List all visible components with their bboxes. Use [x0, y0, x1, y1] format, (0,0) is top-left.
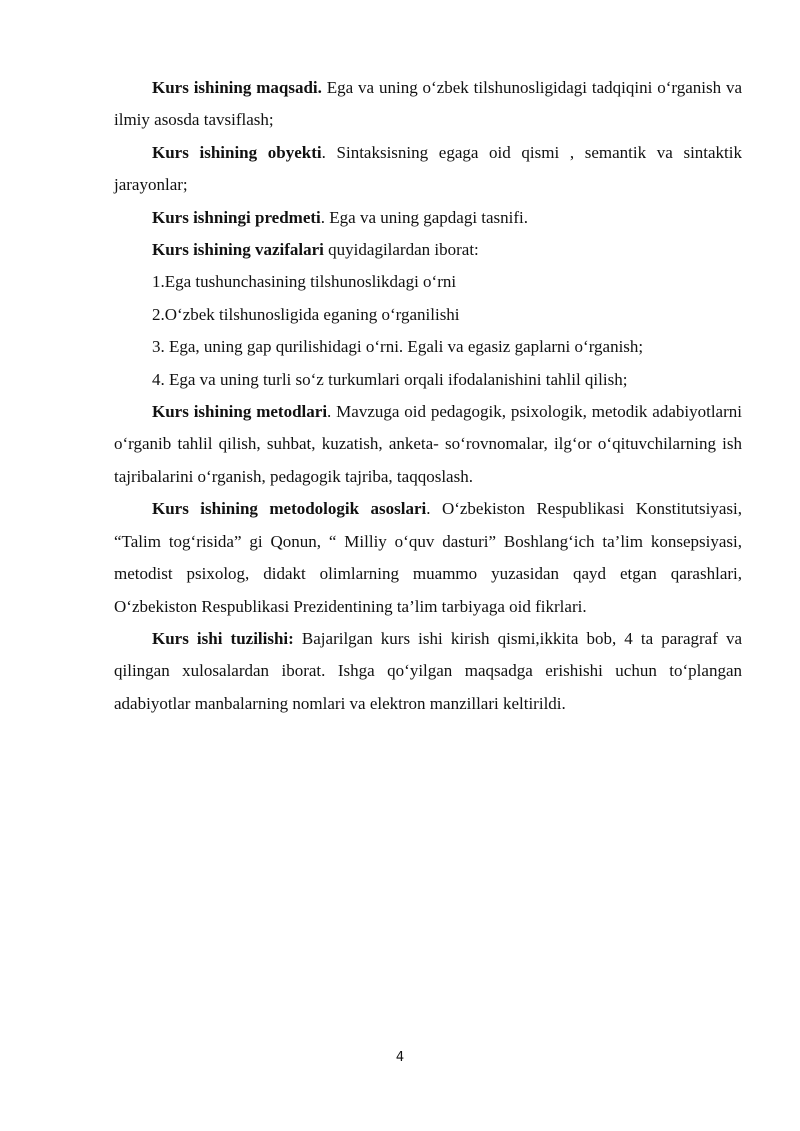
heading-metodologik-asoslari: Kurs ishining metodologik asoslari — [152, 499, 427, 519]
heading-obyekti: Kurs ishining obyekti — [152, 142, 322, 162]
paragraph-maqsadi — [114, 72, 742, 137]
heading-predmeti: Kurs ishningi predmeti — [152, 207, 321, 227]
page-content — [114, 72, 742, 720]
text-predmeti: . Ega va uning gapdagi tasnifi. — [320, 207, 529, 227]
heading-vazifalari: Kurs ishining vazifalari — [152, 240, 324, 260]
text-tuzilishi: Bajarilgan kurs ishi kirish qismi,ikkita bob, 4 ta paragraf va qilingan xulosalardan iborat. Ishga qo‘yilgan maqsadga erishishi uchun to‘plangan adabiyotlar manbalarning nomlari va elektron manzillari keltirildi. — [114, 628, 743, 713]
paragraph-predmeti — [114, 202, 742, 234]
list-item-text: 2.O‘zbek tilshunosligida eganing o‘rganilishi — [152, 304, 460, 324]
paragraph-tuzilishi — [114, 623, 742, 720]
text-metodlari: . Mavzuga oid pedagogik, psixologik, metodik adabiyotlarni o‘rganib tahlil qilish, suhbat, kuzatish, anketa- so‘rovnomalar, ilg‘or o‘qituvchilarning ish tajribalarini o‘rganish, pedagogik tajriba, taqqoslash. — [114, 402, 742, 486]
heading-metodlari: Kurs ishining metodlari — [152, 402, 328, 422]
paragraph-metodologik-asoslari — [114, 493, 742, 623]
list-item-2 — [114, 299, 742, 331]
heading-maqsadi: Kurs ishining maqsadi. — [152, 78, 322, 97]
list-item-3 — [114, 331, 742, 363]
text-obyekti: . Sintaksisning egaga oid qismi , semantik va sintaktik jarayonlar; — [114, 142, 743, 195]
page-number: 4 — [395, 1050, 405, 1065]
paragraph-obyekti — [114, 137, 742, 202]
text-metodologik-asoslari: . O‘zbekiston Respublikasi Konstitutsiyasi, “Talim tog‘risida” gi Qonun, “ Milliy o‘quv dasturi” Boshlang‘ich ta’lim konsepsiyasi, metodist psixolog, didakt olimlarning muammo yuzasidan qayd etgan qarashlari, O‘zbekiston Respublikasi Prezidentining ta’lim tarbiyaga oid fikrlari. — [114, 499, 742, 616]
list-item-text: 1.Ega tushunchasining tilshunoslikdagi o‘rni — [152, 272, 457, 292]
paragraph-vazifalari — [114, 234, 742, 266]
heading-tuzilishi: Kurs ishi tuzilishi: — [152, 628, 294, 648]
list-item-4 — [114, 364, 742, 396]
text-vazifalari: quyidagilardan iborat: — [323, 240, 479, 260]
paragraph-metodlari — [114, 396, 742, 493]
list-item-1 — [114, 266, 742, 298]
list-item-text: 4. Ega va uning turli so‘z turkumlari orqali ifodalanishini tahlil qilish; — [152, 369, 628, 389]
text-maqsadi: Ega va uning o‘zbek tilshunosligidagi tadqiqini o‘rganish va ilmiy asosda tavsiflash; — [114, 78, 742, 130]
list-item-text: 3. Ega, uning gap qurilishidagi o‘rni. Egali va egasiz gaplarni o‘rganish; — [152, 337, 644, 357]
